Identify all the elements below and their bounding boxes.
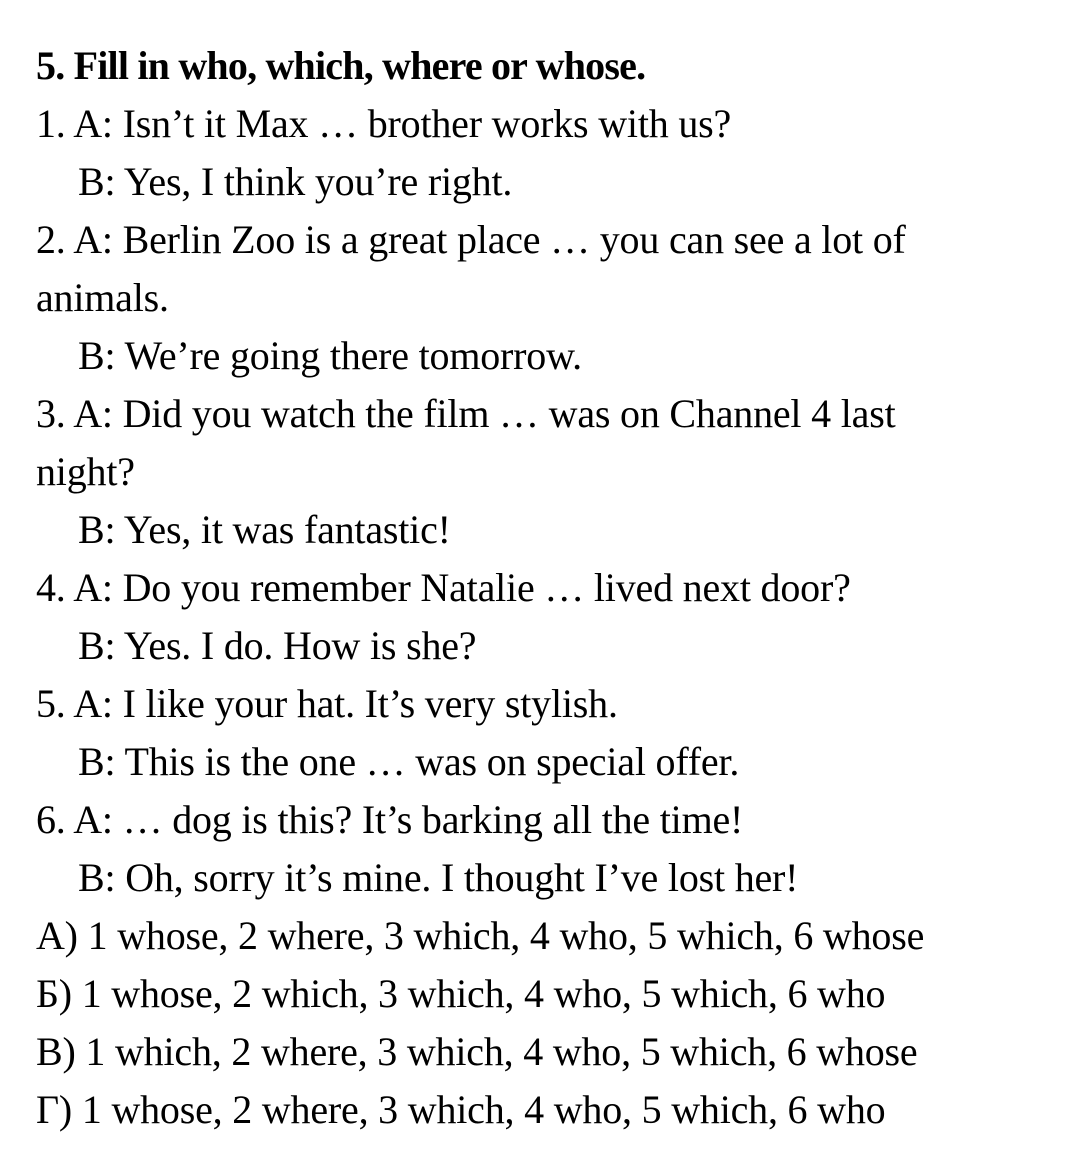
answer-option-a[interactable]: А) 1 whose, 2 where, 3 which, 4 who, 5 which, 6 whose (36, 913, 925, 958)
item-2-question: 2. A: Berlin Zoo is a great place … you can see a lot of (36, 217, 906, 262)
item-1-question: 1. A: Isn’t it Max … brother works with us? (36, 101, 732, 146)
item-5-answer: B: This is the one … was on special offer. (78, 739, 740, 784)
item-3-question-continued: night? (36, 449, 135, 494)
item-2-question-continued: animals. (36, 275, 169, 320)
item-6-answer: B: Oh, sorry it’s mine. I thought I’ve lost her! (78, 855, 799, 900)
item-4-answer: B: Yes. I do. How is she? (78, 623, 477, 668)
item-3-answer: B: Yes, it was fantastic! (78, 507, 451, 552)
item-2-answer: B: We’re going there tomorrow. (78, 333, 582, 378)
exercise-title: 5. Fill in who, which, where or whose. (36, 43, 646, 88)
item-1-answer: B: Yes, I think you’re right. (78, 159, 513, 204)
exercise-page (36, 37, 1066, 1139)
item-3-question: 3. A: Did you watch the film … was on Channel 4 last (36, 391, 896, 436)
item-6-question: 6. A: … dog is this? It’s barking all the time! (36, 797, 744, 842)
answer-option-g[interactable]: Г) 1 whose, 2 where, 3 which, 4 who, 5 which, 6 who (36, 1087, 886, 1132)
answer-option-v[interactable]: В) 1 which, 2 where, 3 which, 4 who, 5 which, 6 whose (36, 1029, 918, 1074)
item-5-question: 5. A: I like your hat. It’s very stylish. (36, 681, 618, 726)
item-4-question: 4. A: Do you remember Natalie … lived next door? (36, 565, 851, 610)
answer-option-b[interactable]: Б) 1 whose, 2 which, 3 which, 4 who, 5 which, 6 who (36, 971, 886, 1016)
